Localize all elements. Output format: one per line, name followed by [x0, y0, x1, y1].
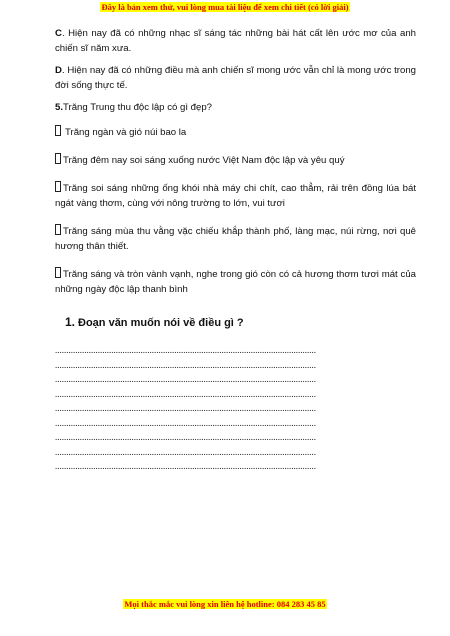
checkbox[interactable]	[55, 181, 61, 192]
checkbox[interactable]	[55, 224, 61, 235]
answer-line[interactable]: ....................................................................................................................	[55, 446, 316, 457]
option-d: D. Hiện nay đã có những điều mà anh chiến sĩ mong ước vẫn chỉ là mong ước trong đời sống thực tế.	[55, 65, 416, 91]
question-5: 5.Trăng Trung thu độc lập có gì đẹp?	[55, 102, 212, 113]
checkbox[interactable]	[55, 125, 61, 136]
hotline-banner: Mọi thắc mắc vui lòng xin liên hệ hotline: 084 283 45 85	[124, 599, 326, 609]
choice-2: Trăng đêm nay soi sáng xuống nước Việt Nam độc lập và yêu quý	[55, 153, 416, 168]
document-body	[55, 26, 416, 474]
answer-area[interactable]	[55, 343, 416, 474]
checkbox[interactable]	[55, 267, 61, 278]
answer-line[interactable]: ....................................................................................................................	[55, 417, 316, 428]
answer-line[interactable]: ....................................................................................................................	[55, 432, 316, 442]
question-1: 1. Đoạn văn muốn nói về điều gì ?	[65, 315, 244, 329]
answer-line[interactable]: ....................................................................................................................	[55, 345, 316, 355]
choice-3: Trăng soi sáng những ống khói nhà máy chi chít, cao thẳm, rải trên đồng lúa bát ngát vàng thơm, cùng với nông trường to lớn, vui tươi	[55, 183, 416, 209]
choice-1: Trăng ngàn và gió núi bao la	[55, 125, 416, 140]
answer-line[interactable]: ....................................................................................................................	[55, 403, 316, 413]
checkbox[interactable]	[55, 153, 61, 164]
choice-5: Trăng sáng và tròn vành vạnh, nghe trong gió còn có cả hương thơm tươi mát của những ngày độc lập thanh bình	[55, 269, 416, 295]
option-c: C. Hiện nay đã có những nhạc sĩ sáng tác những bài hát cất lên ước mơ của anh chiến sĩ năm xưa.	[55, 28, 416, 54]
answer-line[interactable]: ....................................................................................................................	[55, 461, 316, 471]
answer-line[interactable]: ....................................................................................................................	[55, 374, 316, 384]
preview-banner: Đây là bản xem thử, vui lòng mua tài liệu để xem chi tiết (có lời giải)	[101, 2, 349, 12]
answer-line[interactable]: ....................................................................................................................	[55, 388, 316, 399]
choice-4: Trăng sáng mùa thu vằng vặc chiếu khắp thành phố, làng mạc, núi rừng, nơi quê hương thân thiết.	[55, 226, 416, 252]
answer-line[interactable]: ....................................................................................................................	[55, 359, 316, 370]
